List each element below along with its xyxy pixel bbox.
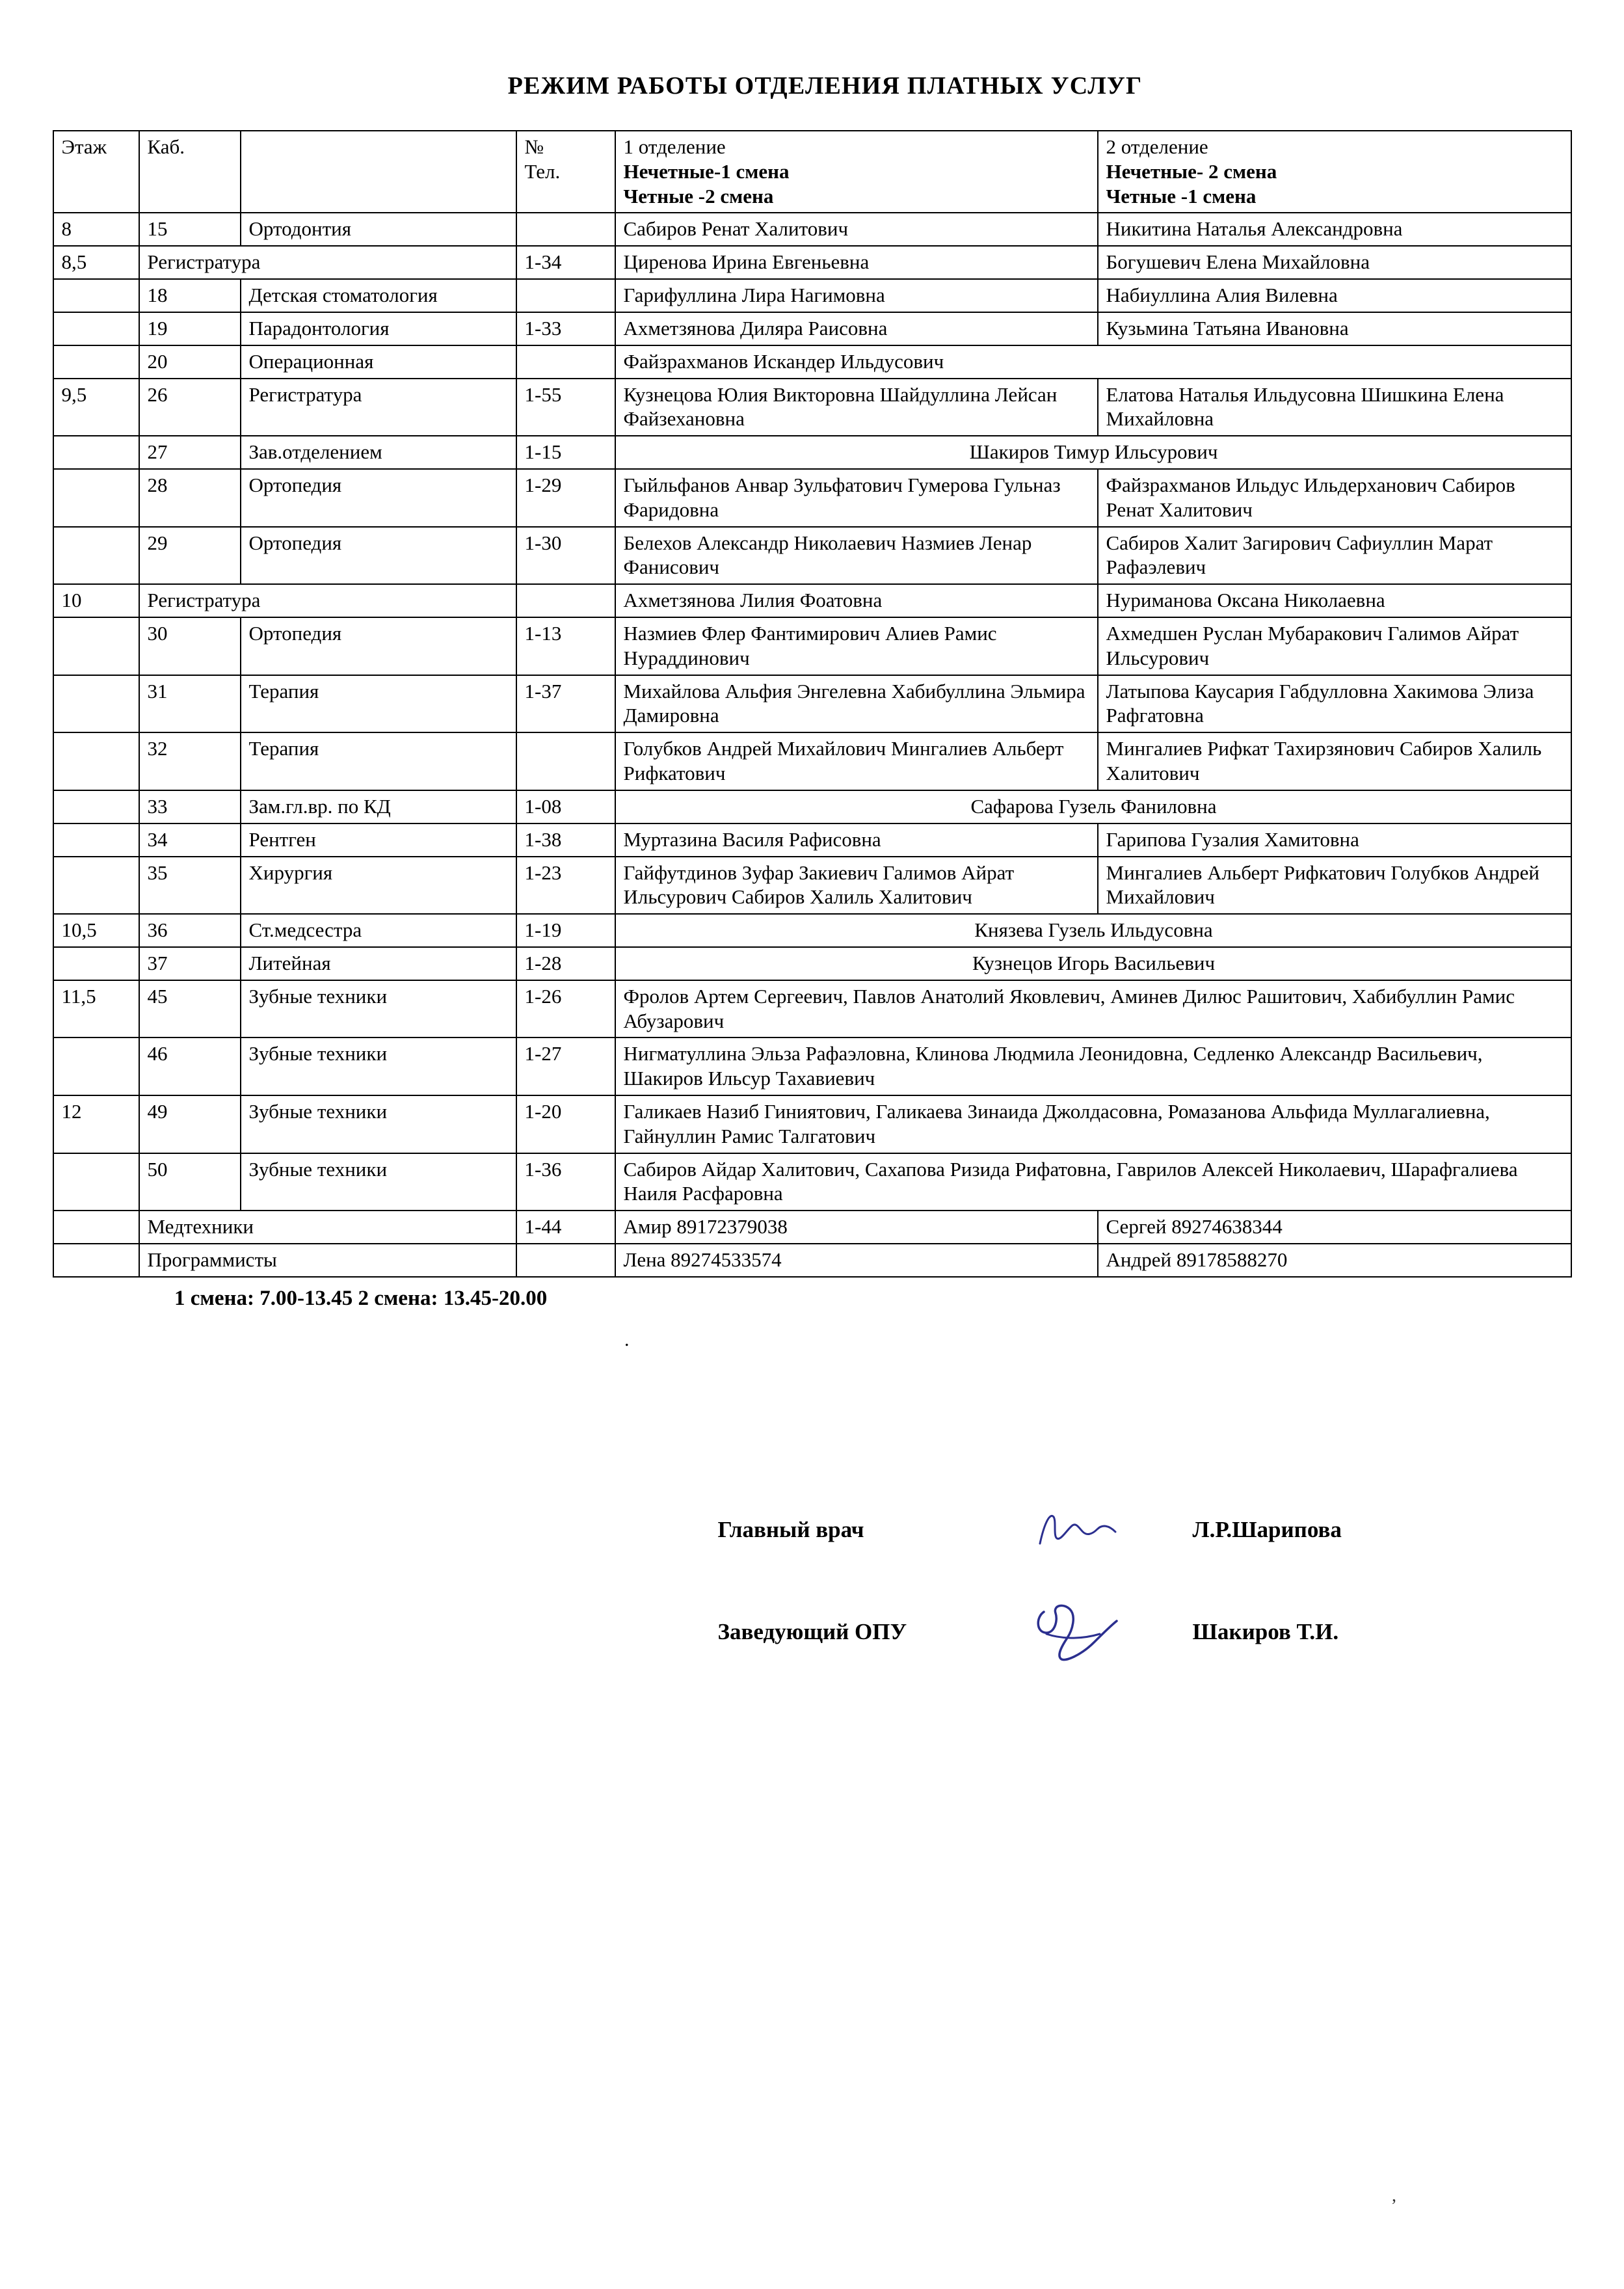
table-row: [53, 436, 1571, 469]
cell-staff-merged: Сабиров Айдар Халитович, Сахапова Ризида Рифатовна, Гаврилов Алексей Николаевич, Шарафгалиева Наиля Расфаровна: [615, 1153, 1571, 1211]
cell-department: Ортодонтия: [241, 213, 516, 246]
cell-staff-dept2: Сергей 89274638344: [1098, 1211, 1571, 1244]
table-row: [53, 246, 1571, 279]
cell-staff-dept1: Циренова Ирина Евгеньевна: [615, 246, 1098, 279]
cell-floor: [53, 1211, 139, 1244]
cell-staff-dept1: Лена 89274533574: [615, 1244, 1098, 1277]
cell-phone: 1-19: [516, 914, 615, 947]
cell-phone: 1-38: [516, 823, 615, 857]
signature-label-head: Заведующий ОПУ: [717, 1619, 907, 1645]
cell-staff-dept2: Набиуллина Алия Вилевна: [1098, 279, 1571, 312]
cell-room: 15: [139, 213, 241, 246]
cell-floor: [53, 823, 139, 857]
table-row: [53, 1037, 1571, 1095]
cell-department: Ортопедия: [241, 469, 516, 527]
cell-room: 27: [139, 436, 241, 469]
cell-room: 45: [139, 980, 241, 1038]
header-dept: [241, 131, 516, 213]
table-row: [53, 345, 1571, 379]
table-row: [53, 857, 1571, 915]
cell-staff-dept1: Гайфутдинов Зуфар Закиевич Галимов Айрат Ильсурович Сабиров Халиль Халитович: [615, 857, 1098, 915]
cell-phone: 1-20: [516, 1095, 615, 1153]
page-title: РЕЖИМ РАБОТЫ ОТДЕЛЕНИЯ ПЛАТНЫХ УСЛУГ: [507, 72, 1143, 100]
table-header-row: [53, 131, 1571, 213]
cell-room: 30: [139, 617, 241, 675]
cell-floor: [53, 790, 139, 823]
table-row: [53, 312, 1571, 345]
cell-department: Зубные техники: [241, 980, 516, 1038]
table-row: [53, 527, 1571, 585]
cell-floor: [53, 312, 139, 345]
schedule-table-body: [53, 131, 1571, 1277]
header-tel-line2: Тел.: [524, 159, 561, 183]
cell-staff-dept2: Сабиров Халит Загирович Сафиуллин Марат Рафаэлевич: [1098, 527, 1571, 585]
cell-room: 35: [139, 857, 241, 915]
cell-phone: 1-27: [516, 1037, 615, 1095]
cell-staff-dept1: Гыйльфанов Анвар Зульфатович Гумерова Гульназ Фаридовна: [615, 469, 1098, 527]
table-row: [53, 980, 1571, 1038]
cell-room: 28: [139, 469, 241, 527]
cell-room: 34: [139, 823, 241, 857]
schedule-table: [53, 130, 1572, 1278]
cell-staff-merged: Файзрахманов Искандер Ильдусович: [615, 345, 1571, 379]
header-dept2-even: Четные -1 смена: [1106, 184, 1257, 207]
cell-staff-dept2: Андрей 89178588270: [1098, 1244, 1571, 1277]
cell-phone: 1-33: [516, 312, 615, 345]
cell-department: Регистратура: [139, 584, 516, 617]
table-row: [53, 617, 1571, 675]
cell-department: Ст.медсестра: [241, 914, 516, 947]
cell-department: Терапия: [241, 732, 516, 790]
cell-department: Парадонтология: [241, 312, 516, 345]
cell-staff-dept1: Михайлова Альфия Энгелевна Хабибуллина Эльмира Дамировна: [615, 675, 1098, 733]
cell-staff-dept1: Амир 89172379038: [615, 1211, 1098, 1244]
cell-staff-merged: Кузнецов Игорь Васильевич: [615, 947, 1571, 980]
cell-phone: [516, 584, 615, 617]
cell-floor: 11,5: [53, 980, 139, 1038]
cell-floor: 9,5: [53, 379, 139, 436]
handwritten-signature-icon: [1027, 1595, 1144, 1667]
cell-phone: 1-13: [516, 617, 615, 675]
cell-department: Зам.гл.вр. по КД: [241, 790, 516, 823]
cell-phone: 1-26: [516, 980, 615, 1038]
cell-staff-dept1: Голубков Андрей Михайлович Мингалиев Альберт Рифкатович: [615, 732, 1098, 790]
cell-phone: 1-55: [516, 379, 615, 436]
table-row: [53, 914, 1571, 947]
cell-floor: [53, 279, 139, 312]
header-tel: [516, 131, 615, 213]
stray-mark: .: [624, 1328, 630, 1350]
cell-department: Операционная: [241, 345, 516, 379]
cell-staff-merged: Нигматуллина Эльза Рафаэловна, Клинова Людмила Леонидовна, Седленко Александр Васильевич, Шакиров Ильсур Тахавиевич: [615, 1037, 1571, 1095]
signature-mark-chief: [978, 1506, 1193, 1555]
signature-name-head: Шакиров Т.И.: [1192, 1619, 1339, 1645]
cell-department: Зав.отделением: [241, 436, 516, 469]
cell-department: Ортопедия: [241, 527, 516, 585]
cell-phone: 1-44: [516, 1211, 615, 1244]
table-row: [53, 213, 1571, 246]
cell-floor: [53, 675, 139, 733]
cell-staff-dept2: Мингалиев Рифкат Тахирзянович Сабиров Халиль Халитович: [1098, 732, 1571, 790]
cell-phone: 1-23: [516, 857, 615, 915]
cell-phone: [516, 1244, 615, 1277]
table-row: [53, 1153, 1571, 1211]
cell-staff-dept2: Кузьмина Татьяна Ивановна: [1098, 312, 1571, 345]
cell-floor: 10,5: [53, 914, 139, 947]
cell-room: 33: [139, 790, 241, 823]
cell-room: 36: [139, 914, 241, 947]
cell-staff-dept2: Никитина Наталья Александровна: [1098, 213, 1571, 246]
cell-room: 32: [139, 732, 241, 790]
cell-room: 19: [139, 312, 241, 345]
cell-room: 31: [139, 675, 241, 733]
bottom-mark: ,: [1392, 2186, 1396, 2206]
header-tel-line1: №: [524, 135, 544, 158]
cell-room: 37: [139, 947, 241, 980]
cell-phone: [516, 213, 615, 246]
header-room: Каб.: [139, 131, 241, 213]
cell-phone: 1-08: [516, 790, 615, 823]
cell-phone: 1-37: [516, 675, 615, 733]
signature-block: [68, 1506, 1557, 1670]
header-dept1-even: Четные -2 смена: [623, 184, 774, 207]
cell-floor: [53, 1037, 139, 1095]
cell-floor: [53, 469, 139, 527]
header-dept2-title: 2 отделение: [1106, 135, 1208, 158]
cell-staff-dept2: Богушевич Елена Михайловна: [1098, 246, 1571, 279]
cell-department: Регистратура: [241, 379, 516, 436]
table-row: [53, 1095, 1571, 1153]
cell-floor: [53, 436, 139, 469]
cell-phone: [516, 732, 615, 790]
table-row: [53, 379, 1571, 436]
cell-room: 46: [139, 1037, 241, 1095]
cell-floor: [53, 1244, 139, 1277]
cell-staff-merged: Сафарова Гузель Фаниловна: [615, 790, 1571, 823]
header-dept1-odd: Нечетные-1 смена: [623, 159, 790, 183]
cell-room: 20: [139, 345, 241, 379]
table-row: [53, 1244, 1571, 1277]
cell-phone: 1-29: [516, 469, 615, 527]
cell-staff-dept1: Ахметзянова Диляра Раисовна: [615, 312, 1098, 345]
cell-phone: 1-15: [516, 436, 615, 469]
header-dept2-odd: Нечетные- 2 смена: [1106, 159, 1277, 183]
cell-room: 49: [139, 1095, 241, 1153]
cell-staff-dept1: Назмиев Флер Фантимирович Алиев Рамис Нураддинович: [615, 617, 1098, 675]
header-floor: Этаж: [53, 131, 139, 213]
cell-department: Литейная: [241, 947, 516, 980]
cell-staff-dept2: Нуриманова Оксана Николаевна: [1098, 584, 1571, 617]
cell-department: Зубные техники: [241, 1037, 516, 1095]
cell-phone: 1-36: [516, 1153, 615, 1211]
cell-floor: 8,5: [53, 246, 139, 279]
signature-row-chief: [68, 1506, 1557, 1555]
header-department-2: [1098, 131, 1571, 213]
cell-phone: 1-30: [516, 527, 615, 585]
table-row: [53, 279, 1571, 312]
cell-staff-dept2: Елатова Наталья Ильдусовна Шишкина Елена Михайловна: [1098, 379, 1571, 436]
cell-phone: [516, 279, 615, 312]
cell-floor: 10: [53, 584, 139, 617]
cell-phone: 1-34: [516, 246, 615, 279]
cell-staff-dept1: Белехов Александр Николаевич Назмиев Ленар Фанисович: [615, 527, 1098, 585]
table-row: [53, 584, 1571, 617]
cell-staff-dept2: Файзрахманов Ильдус Ильдерханович Сабиров Ренат Халитович: [1098, 469, 1571, 527]
header-dept1-title: 1 отделение: [623, 135, 726, 158]
cell-staff-dept1: Кузнецова Юлия Викторовна Шайдуллина Лейсан Файзехановна: [615, 379, 1098, 436]
table-row: [53, 947, 1571, 980]
table-row: [53, 823, 1571, 857]
cell-staff-dept2: Латыпова Каусария Габдулловна Хакимова Элиза Рафгатовна: [1098, 675, 1571, 733]
cell-room: 29: [139, 527, 241, 585]
signature-mark-head: [978, 1595, 1193, 1670]
cell-floor: [53, 617, 139, 675]
table-row: [53, 1211, 1571, 1244]
signature-name-chief: Л.Р.Шарипова: [1192, 1517, 1342, 1543]
table-row: [53, 675, 1571, 733]
cell-floor: [53, 732, 139, 790]
table-row: [53, 732, 1571, 790]
handwritten-signature-icon: [1027, 1506, 1144, 1551]
cell-room: 26: [139, 379, 241, 436]
cell-staff-dept2: Ахмедшен Руслан Мубаракович Галимов Айрат Ильсурович: [1098, 617, 1571, 675]
cell-department: Программисты: [139, 1244, 516, 1277]
cell-floor: [53, 345, 139, 379]
cell-floor: [53, 857, 139, 915]
cell-staff-merged: Князева Гузель Ильдусовна: [615, 914, 1571, 947]
cell-department: Рентген: [241, 823, 516, 857]
cell-floor: [53, 527, 139, 585]
cell-floor: 8: [53, 213, 139, 246]
cell-staff-merged: Шакиров Тимур Ильсурович: [615, 436, 1571, 469]
signature-row-head: [68, 1595, 1557, 1670]
cell-staff-merged: Галикаев Назиб Гиниятович, Галикаева Зинаида Джолдасовна, Ромазанова Альфида Муллагалиевна, Гайнуллин Рамис Талгатович: [615, 1095, 1571, 1153]
cell-floor: [53, 947, 139, 980]
header-department-1: [615, 131, 1098, 213]
cell-staff-dept2: Гарипова Гузалия Хамитовна: [1098, 823, 1571, 857]
cell-department: Ортопедия: [241, 617, 516, 675]
cell-department: Зубные техники: [241, 1153, 516, 1211]
cell-phone: 1-28: [516, 947, 615, 980]
cell-room: 18: [139, 279, 241, 312]
signature-label-chief: Главный врач: [717, 1517, 864, 1543]
cell-department: Терапия: [241, 675, 516, 733]
cell-floor: [53, 1153, 139, 1211]
shift-note: 1 смена: 7.00-13.45 2 смена: 13.45-20.00: [174, 1286, 548, 1310]
cell-staff-dept2: Мингалиев Альберт Рифкатович Голубков Андрей Михайлович: [1098, 857, 1571, 915]
cell-room: 50: [139, 1153, 241, 1211]
cell-staff-dept1: Сабиров Ренат Халитович: [615, 213, 1098, 246]
cell-department: Детская стоматология: [241, 279, 516, 312]
table-row: [53, 790, 1571, 823]
cell-staff-dept1: Ахметзянова Лилия Фоатовна: [615, 584, 1098, 617]
cell-phone: [516, 345, 615, 379]
cell-department: Регистратура: [139, 246, 516, 279]
cell-department: Зубные техники: [241, 1095, 516, 1153]
cell-department: Хирургия: [241, 857, 516, 915]
cell-floor: 12: [53, 1095, 139, 1153]
cell-staff-dept1: Муртазина Василя Рафисовна: [615, 823, 1098, 857]
cell-staff-dept1: Гарифуллина Лира Нагимовна: [615, 279, 1098, 312]
table-row: [53, 469, 1571, 527]
cell-staff-merged: Фролов Артем Сергеевич, Павлов Анатолий Яковлевич, Аминев Дилюс Рашитович, Хабибуллин Рамис Абузарович: [615, 980, 1571, 1038]
cell-department: Медтехники: [139, 1211, 516, 1244]
